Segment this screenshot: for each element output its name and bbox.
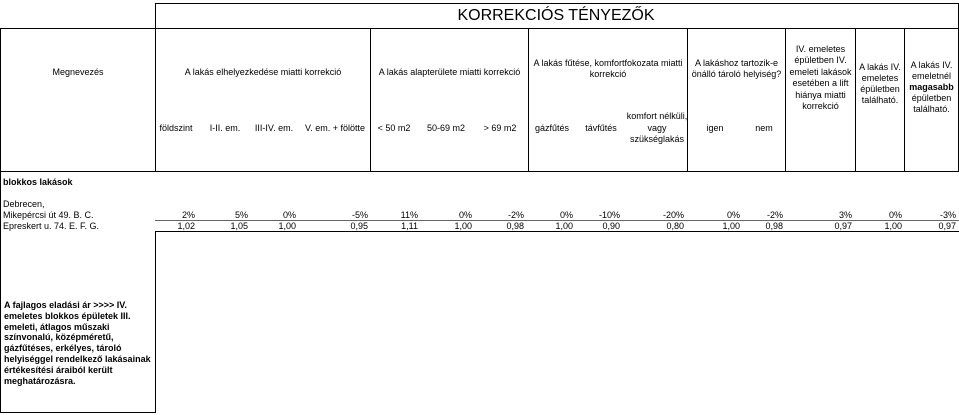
cell: 0% [282, 210, 296, 220]
row-name: Epreskert u. 74. E. F. G. [3, 221, 100, 231]
subheader-i-ii-em: I-II. em. [209, 123, 241, 133]
subheader-igen: igen [706, 123, 724, 133]
cell: 1,05 [230, 221, 248, 231]
grid-line [155, 220, 959, 221]
grid-line [0, 171, 1, 413]
subheader-lt-50: < 50 m2 [377, 123, 411, 133]
header-alapterulet: A lakás alapterülete miatti korrekció [378, 66, 521, 77]
grid-line [904, 28, 905, 172]
cell: 0,98 [765, 221, 783, 231]
cell: 0,80 [666, 221, 684, 231]
subheader-gazfutes: gázfűtés [534, 123, 570, 133]
header-tarolo: A lakáshoz tartozik-e önálló tároló helyiség? [691, 58, 782, 79]
cell: 1,00 [555, 221, 573, 231]
cell: 0% [559, 210, 573, 220]
grid-line [687, 28, 688, 172]
cell: 0,97 [834, 221, 852, 231]
header-magasabb-bold: magasabb [909, 81, 954, 92]
subheader-gt-69: > 69 m2 [483, 123, 517, 133]
grid-line [855, 28, 856, 172]
cell: 0,95 [350, 221, 368, 231]
cell: 1,00 [278, 221, 296, 231]
cell: -2% [766, 210, 783, 220]
grid-line [155, 3, 959, 4]
subheader-iii-iv-em: III-IV. em. [254, 123, 294, 133]
row-name: Mikepércsi út 49. B. C. [3, 210, 94, 220]
cell: 0,97 [938, 221, 956, 231]
cell: 1,11 [401, 221, 418, 231]
header-elhelyezkedes: A lakás elhelyezkedése miatti korrekció [184, 66, 342, 77]
subheader-v-em: V. em. + fölötte [305, 123, 365, 133]
cell: 0% [458, 210, 472, 220]
cell: 3% [838, 210, 852, 220]
cell: 1,00 [454, 221, 472, 231]
subheader-tavfutes: távfűtés [585, 123, 617, 133]
cell: -3% [939, 210, 956, 220]
grid-line [155, 232, 156, 413]
header-magasabb [906, 57, 957, 117]
subheader-foldszint: földszint [159, 123, 193, 133]
header-lift: IV. emeletes épületben IV. emeleti lakások esetében a lift hiánya miatti korrekció [789, 43, 852, 111]
grid-line [528, 28, 529, 172]
cell: 0,90 [602, 221, 620, 231]
subheader-50-69: 50-69 m2 [426, 123, 466, 133]
cell: 1,02 [177, 221, 195, 231]
cell: 0% [726, 210, 740, 220]
location-label: Debrecen, [3, 199, 45, 209]
cell: 1,00 [722, 221, 740, 231]
grid-line [155, 231, 959, 232]
grid-line [785, 28, 786, 172]
note-text: A fajlagos eladási ár >>>> IV. emeletes blokkos épületek III. emeleti, átlagos műszaki színvonalú, középméretű, gázfűtéses, erkélyes, tároló helyiséggel rendelkező lakásainak értékesítési áraiból került meghatározásra. [4, 300, 151, 386]
section-label: blokkos lakások [3, 177, 73, 187]
header-futes: A lakás fűtése, komfortfokozata miatti korrekció [533, 58, 683, 79]
header-magasabb-pre: A lakás IV. emeletnél [910, 59, 953, 81]
cell: -10% [598, 210, 620, 220]
grid-line [0, 171, 959, 172]
subheader-nem: nem [755, 123, 773, 133]
header-megnevezes: Megnevezés [52, 66, 104, 77]
cell: 1,00 [884, 221, 902, 231]
page-title: KORREKCIÓS TÉNYEZŐK [457, 7, 655, 24]
cell: -2% [507, 210, 524, 220]
cell: 0,98 [506, 221, 524, 231]
cell: 5% [234, 210, 248, 220]
cell: -20% [662, 210, 684, 220]
cell: 2% [181, 210, 195, 220]
cell: 11% [400, 210, 418, 220]
subheader-komfort-nelkuli: komfort nélküli, vagy szükséglakás [626, 111, 688, 144]
grid-line [0, 412, 155, 413]
cell: 0% [888, 210, 902, 220]
header-magasabb-post: épületben található. [911, 92, 952, 114]
cell: -5% [351, 210, 368, 220]
header-iv-emeletes: A lakás IV. emeletes épületben található. [859, 62, 901, 105]
